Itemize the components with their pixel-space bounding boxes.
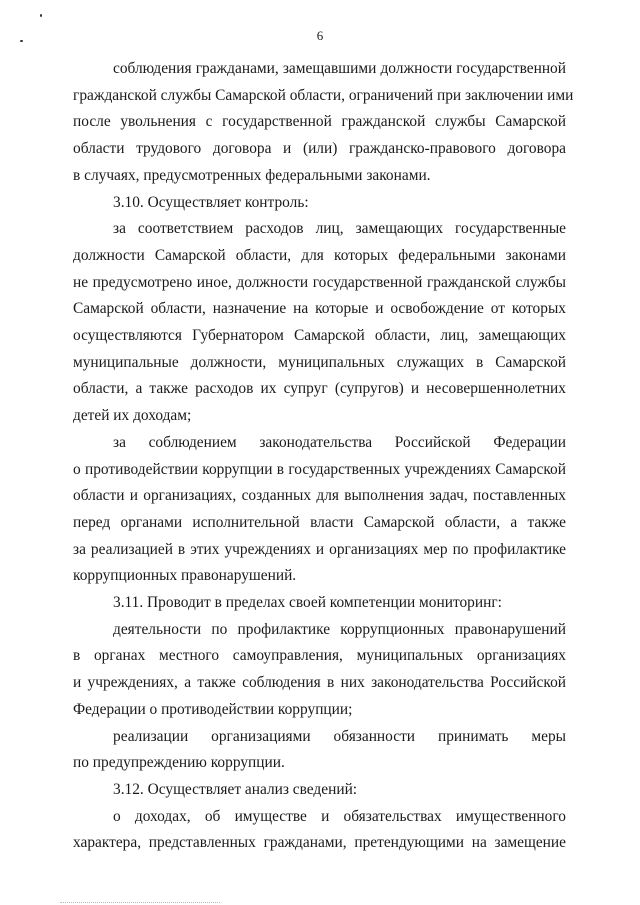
text-line: осуществляются Губернатором Самарской области, лиц, замещающих xyxy=(73,327,566,345)
text-line: Федерации о противодействии коррупции; xyxy=(73,700,353,718)
text-line: должности Самарской области, для которых федеральными законами xyxy=(73,246,566,264)
text-line: соблюдения гражданами, замещавшими должности государственной xyxy=(113,60,566,77)
text-line: Самарской области, назначение на которые и освобождение от которых xyxy=(73,300,566,318)
text-line: за реализацией в этих учреждениях и организациях мер по профилактике xyxy=(73,540,566,558)
text-line: за соответствием расходов лиц, замещающих государственные xyxy=(113,220,566,238)
text-line: по предупреждению коррупции. xyxy=(73,754,285,772)
text-line: характера, представленных гражданами, претендующими на замещение xyxy=(73,834,566,852)
text-line: муниципальные должности, муниципальных служащих в Самарской xyxy=(73,353,566,371)
text-line: коррупционных правонарушений. xyxy=(73,567,297,585)
text-line: в случаях, предусмотренных федеральными законами. xyxy=(73,166,431,184)
text-line: 3.10. Осуществляет контроль: xyxy=(113,193,309,211)
text-line: 3.12. Осуществляет анализ сведений: xyxy=(113,780,358,798)
scan-speck xyxy=(40,14,42,17)
text-line: деятельности по профилактике коррупционных правонарушений xyxy=(113,620,566,638)
text-line: в органах местного самоуправления, муниципальных организациях xyxy=(73,647,566,665)
scan-edge-dots xyxy=(60,900,220,903)
text-line: области, а также расходов их супруг (супругов) и несовершеннолетних xyxy=(73,380,566,398)
page-number: 6 xyxy=(316,28,324,43)
text-line: области и организациях, созданных для выполнения задач, поставленных xyxy=(73,487,566,505)
text-line: гражданской службы Самарской области, ограничений при заключении ими xyxy=(73,86,574,104)
scan-speck xyxy=(20,40,23,42)
text-line: детей их доходам; xyxy=(73,407,192,425)
text-line: не предусмотрено иное, должности государственной гражданской службы xyxy=(73,273,566,291)
text-line: реализации организациями обязанности принимать меры xyxy=(113,727,566,745)
text-line: области трудового договора и (или) гражданско-правового договора xyxy=(73,140,566,158)
document-body xyxy=(73,56,574,857)
text-line: о противодействии коррупции в государственных учреждениях Самарской xyxy=(73,460,566,478)
text-line: после увольнения с государственной гражданской службы Самарской xyxy=(73,113,566,131)
text-line: о доходах, об имуществе и обязательствах имущественного xyxy=(113,807,566,825)
text-line: за соблюдением законодательства Российской Федерации xyxy=(113,433,566,451)
text-line: 3.11. Проводит в пределах своей компетенции мониторинг: xyxy=(113,594,502,612)
text-line: и учреждениях, а также соблюдения в них законодательства Российской xyxy=(73,674,566,692)
text-line: перед органами исполнительной власти Самарской области, а также xyxy=(73,513,566,531)
